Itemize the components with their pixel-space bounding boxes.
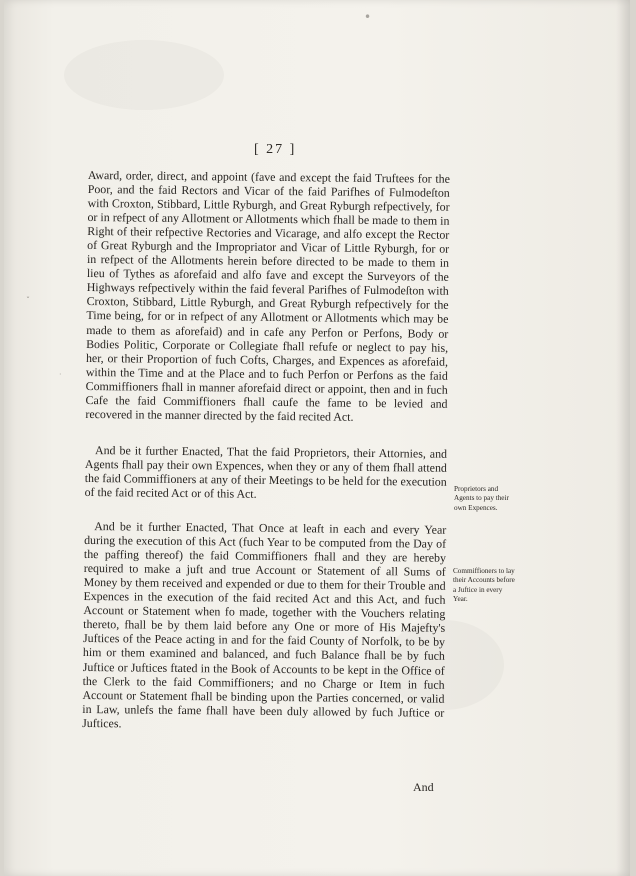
body-text	[82, 168, 450, 753]
margin-mark: ·	[59, 370, 62, 379]
margin-note-commissioners: Commiffioners to lay their Accounts before a Juftice in every Year.	[453, 567, 515, 603]
paper-stain	[64, 40, 224, 110]
margin-mark: ˇ	[26, 296, 30, 305]
document-page	[4, 0, 630, 876]
paragraph-commissioners-accounts: And be it further Enacted, That Once at leaft in each and every Year during the execution of this Act (fuch Year to be computed from the Day of the paffing thereof) the faid Commiffioners fhall and they are hereby required to make a juft and true Account or Statement of all Sums of Money by them received and expended or due to them for their Trouble and Expences in the execution of the faid recited Act and this Act, and fuch Account or Statement when fo made, together with the Vouchers relating thereto, fhall be by them laid before any One or more of His Majefty's Juftices of the Peace acting in and for the faid County of Norfolk, to be by him or them examined and balanced, and fuch Balance fhall be by fuch Juftice or Juftices ftated in the Book of Accounts to be kept in the Office of the Clerk to the faid Commiffioners; and no Charge or Item in fuch Account or Statement fhall be binding upon the Parties concerned, or valid in Law, unlefs the fame fhall have been duly allowed by fuch Juftice or Juftices.	[82, 519, 447, 731]
page-number: [ 27 ]	[254, 142, 297, 157]
paragraph-award: Award, order, direct, and appoint (fave and except the faid Truftees for the Poor, and the faid Rectors and Vicar of the faid Parifhes of Fulmodeſton with Croxton, Stibbard, Little Ryburgh, and Great Ryburgh refpectively, for or in refpect of any Allotment or Allotments which fhall be made to them in Right of their refpective Rectories and Vicarage, and alfo except the Rector of Great Ryburgh and the Impropriator and Vicar of Little Ryburgh, for or in refpect of the Allotments herein before directed to be made to them in lieu of Tythes as aforefaid and alfo fave and except the Surveyors of the Highways refpectively within the faid feveral Parifhes of Fulmodeſton with Croxton, Stibbard, Little Ryburgh, and Great Ryburgh refpectively for the Time being, for or in refpect of any Allotment or Allotments which may be made to them as aforefaid) and in cafe any Perfon or Perfons, Body or Bodies Politic, Corporate or Collegiate fhall refufe or neglect to pay his, her, or their Proportion of fuch Cofts, Charges, and Expences as aforefaid, within the Time and at the Place and to fuch Perfon or Perfons as the faid Commiffioners fhall in manner aforefaid direct or appoint, then and in fuch Cafe the faid Commiffioners fhall caufe the fame to be levied and recovered in the manner directed by the faid recited Act.	[85, 168, 450, 424]
margin-note-proprietors: Proprietors and Agents to pay their own Expences.	[454, 485, 509, 512]
catchword: And	[413, 780, 434, 794]
paragraph-proprietors-expences: And be it further Enacted, That the faid Proprietors, their Attornies, and Agents fhall pay their own Expences, when they or any of them fhall attend the faid Commiffioners at any of their Meetings to be held for the execution of the faid recited Act or of this Act.	[84, 442, 448, 501]
page-edge-shadow	[616, 0, 630, 876]
smudge-mark: •	[364, 10, 372, 24]
